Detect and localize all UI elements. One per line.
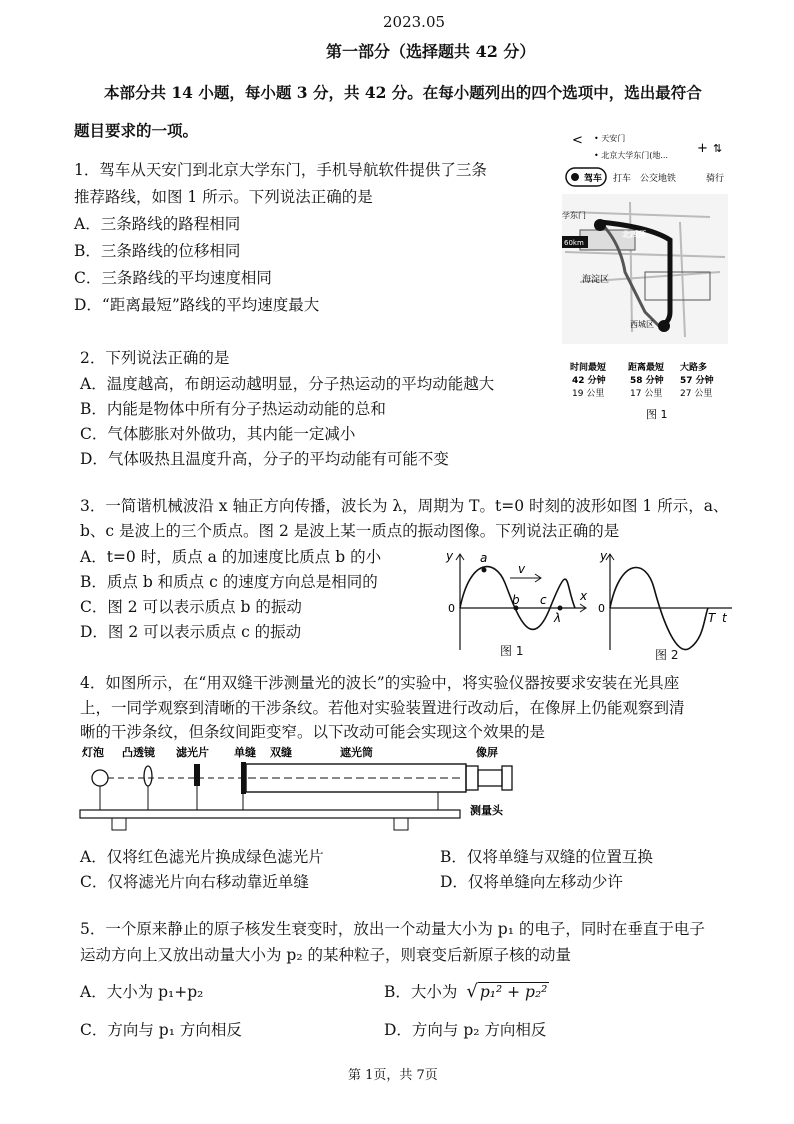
svg-text:双缝: 双缝 xyxy=(270,746,292,759)
svg-text:骑行: 骑行 xyxy=(706,174,725,184)
q1-navigation-figure xyxy=(560,122,730,422)
svg-text:b: b xyxy=(512,593,520,607)
svg-text:• 天安门: • 天安门 xyxy=(594,134,626,143)
q3-vibration-figure xyxy=(596,548,736,660)
q1-stem-line2: 推荐路线，如图 1 所示。下列说法正确的是 xyxy=(74,188,373,206)
q3-stem-line2: b、c 是波上的三个质点。图 2 是波上某一质点的振动图像。下列说法正确的是 xyxy=(80,522,620,540)
q3-option-a: A．t=0 时，质点 a 的加速度比质点 b 的小 xyxy=(80,548,382,566)
svg-text:图 1: 图 1 xyxy=(646,408,668,421)
q3-option-b: B．质点 b 和质点 c 的速度方向总是相同的 xyxy=(80,573,378,591)
svg-text:⇅: ⇅ xyxy=(713,142,723,155)
q5-stem-line1: 5．一个原来静止的原子核发生衰变时，放出一个动量大小为 p₁ 的电子，同时在垂直于电子 xyxy=(80,920,705,938)
svg-text:大路多: 大路多 xyxy=(680,363,708,373)
sqrt-radicand: p₁² + p₂² xyxy=(479,983,548,1001)
svg-text:打车: 打车 xyxy=(613,174,632,184)
q5-option-c: C．方向与 p₁ 方向相反 xyxy=(80,1021,242,1039)
q1-option-a: A．三条路线的路程相同 xyxy=(74,215,241,233)
svg-text:<: < xyxy=(572,133,583,148)
instructions-line1: 本部分共 14 小题，每小题 3 分，共 42 分。在每小题列出的四个选项中，选出最符合 xyxy=(104,83,702,102)
svg-text:19 公里: 19 公里 xyxy=(572,389,605,399)
q2-option-b: B．内能是物体中所有分子热运动动能的总和 xyxy=(80,400,386,418)
svg-text:凸透镜: 凸透镜 xyxy=(122,746,155,759)
q4-stem-line2: 上，一同学观察到清晰的干涉条纹。若他对实验装置进行改动后，在像屏上仍能观察到清 xyxy=(80,699,685,717)
svg-text:42 分钟: 42 分钟 xyxy=(572,376,606,386)
svg-text:27 公里: 27 公里 xyxy=(680,389,713,399)
svg-text:0: 0 xyxy=(598,602,605,615)
q4-apparatus-figure xyxy=(78,742,548,842)
q4-option-b: B．仅将单缝与双缝的位置互换 xyxy=(440,848,653,866)
svg-text:c: c xyxy=(540,593,547,607)
svg-text:北四环: 北四环 xyxy=(622,230,646,239)
svg-text:测量头: 测量头 xyxy=(470,804,503,817)
q1-option-c: C．三条路线的平均速度相同 xyxy=(74,269,272,287)
svg-text:遮光筒: 遮光筒 xyxy=(340,746,373,759)
svg-text:公交地铁: 公交地铁 xyxy=(640,174,677,184)
sqrt-icon: √ xyxy=(466,981,478,1002)
exam-date: 2023.05 xyxy=(383,13,446,31)
q3-option-d: D．图 2 可以表示质点 c 的振动 xyxy=(80,623,302,641)
svg-text:t: t xyxy=(722,611,727,625)
svg-text:距离最短: 距离最短 xyxy=(628,363,665,373)
svg-text:滤光片: 滤光片 xyxy=(176,746,209,759)
svg-text:像屏: 像屏 xyxy=(476,746,498,759)
q5-option-b xyxy=(384,982,549,1002)
svg-text:y: y xyxy=(446,549,454,563)
svg-text:灯泡: 灯泡 xyxy=(82,746,104,759)
q1-option-d: D．“距离最短”路线的平均速度最大 xyxy=(74,296,320,314)
svg-text:60km: 60km xyxy=(564,239,584,247)
svg-text:西城区: 西城区 xyxy=(630,320,654,329)
q4-option-c: C．仅将滤光片向右移动靠近单缝 xyxy=(80,873,309,891)
q4-stem-line3: 晰的干涉条纹，但条纹间距变窄。以下改动可能会实现这个效果的是 xyxy=(80,723,546,741)
double-slit-apparatus xyxy=(78,742,548,842)
sqrt-expression xyxy=(466,982,549,1002)
svg-text:海淀区: 海淀区 xyxy=(582,275,610,285)
q4-option-d: D．仅将单缝向左移动少许 xyxy=(440,873,623,891)
svg-text:T: T xyxy=(708,611,716,625)
q1-option-b: B．三条路线的位移相同 xyxy=(74,242,241,260)
svg-text:时间最短: 时间最短 xyxy=(570,363,607,373)
svg-text:• 北京大学东门(地...: • 北京大学东门(地... xyxy=(594,151,669,160)
svg-text:58 分钟: 58 分钟 xyxy=(630,376,664,386)
q5-option-d: D．方向与 p₂ 方向相反 xyxy=(384,1021,547,1039)
navigation-map-graphic xyxy=(560,122,730,422)
q5-stem-line2: 运动方向上又放出动量大小为 p₂ 的某种粒子，则衰变后新原子核的动量 xyxy=(80,946,571,964)
vibration-graph xyxy=(596,548,736,660)
svg-text:a: a xyxy=(480,551,488,565)
q3-fig1-caption: 图 1 xyxy=(500,644,524,658)
q5-option-b-label: B．大小为 xyxy=(384,983,458,1001)
page-footer: 第 1页，共 7页 xyxy=(348,1068,438,1083)
q3-fig2-caption: 图 2 xyxy=(655,648,679,662)
instructions-line2: 题目要求的一项。 xyxy=(74,121,199,140)
svg-text:+: + xyxy=(697,141,708,156)
svg-text:0: 0 xyxy=(448,602,455,615)
section-title: 第一部分（选择题共 42 分） xyxy=(326,42,536,61)
svg-text:λ: λ xyxy=(554,611,562,625)
q1-stem-line1: 1．驾车从天安门到北京大学东门，手机导航软件提供了三条 xyxy=(74,161,487,179)
q5-option-a: A．大小为 p₁+p₂ xyxy=(80,983,204,1001)
svg-text:17 公里: 17 公里 xyxy=(630,389,663,399)
svg-text:v: v xyxy=(518,562,526,576)
q2-stem: 2．下列说法正确的是 xyxy=(80,349,230,367)
svg-text:y: y xyxy=(600,549,608,563)
q2-option-a: A．温度越高，布朗运动越明显，分子热运动的平均动能越大 xyxy=(80,375,495,393)
svg-text:x: x xyxy=(580,589,588,603)
q3-option-c: C．图 2 可以表示质点 b 的振动 xyxy=(80,598,302,616)
svg-text:57 分钟: 57 分钟 xyxy=(680,376,714,386)
q2-option-c: C．气体膨胀对外做功，其内能一定减小 xyxy=(80,425,356,443)
q3-stem-line1: 3．一简谐机械波沿 x 轴正方向传播，波长为 λ，周期为 T。t=0 时刻的波形如图 1 所示，a、 xyxy=(80,497,729,515)
svg-text:单缝: 单缝 xyxy=(234,746,256,759)
q2-option-d: D．气体吸热且温度升高，分子的平均动能有可能不变 xyxy=(80,450,449,468)
q4-stem-line1: 4．如图所示，在“用双缝干涉测量光的波长”的实验中，将实验仪器按要求安装在光具座 xyxy=(80,674,680,692)
svg-text:驾车: 驾车 xyxy=(584,174,603,184)
svg-text:学东门: 学东门 xyxy=(562,211,586,220)
q4-option-a: A．仅将红色滤光片换成绿色滤光片 xyxy=(80,848,324,866)
